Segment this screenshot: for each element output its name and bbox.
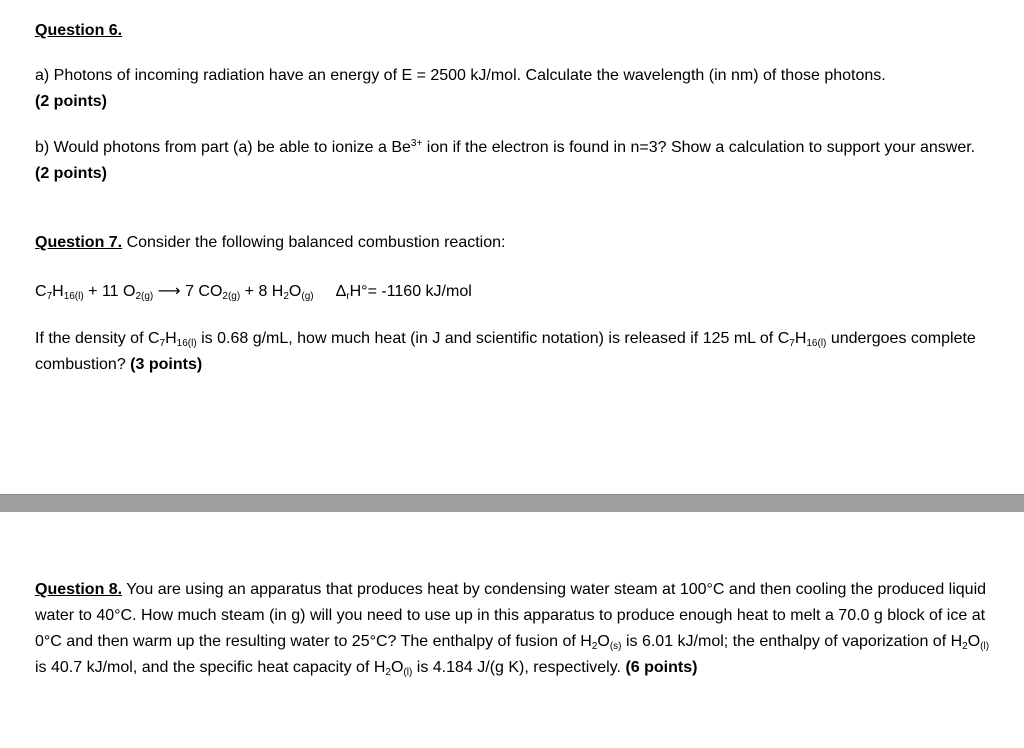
q6b-text-1: b) Would photons from part (a) be able to ionize a Be xyxy=(35,139,411,156)
eq-h2o-sub2: (g) xyxy=(301,291,314,302)
q6a-text: a) Photons of incoming radiation have an energy of E = 2500 kJ/mol. Calculate the wavelength (in nm) of those photons. xyxy=(35,67,886,84)
q8-s6: (l) xyxy=(403,667,413,678)
q8-t7: is 4.184 J/(g K), respectively. xyxy=(412,659,626,676)
eq-delta: Δ xyxy=(335,283,347,300)
question-6-title xyxy=(35,18,990,44)
q8-title: Question 8. xyxy=(35,581,123,598)
q8-s1: 2 xyxy=(591,641,598,652)
q7-text-3: is 0.68 g/mL, how much heat (in J and scientific notation) is released if 125 mL of C xyxy=(196,330,790,347)
eq-dh: H°= -1160 kJ/mol xyxy=(349,283,472,300)
q8-t3: is 6.01 kJ/mol; the enthalpy of vaporization of H xyxy=(621,633,963,650)
q7-title: Question 7. xyxy=(35,234,123,251)
q7-sub-1: 7 xyxy=(159,338,166,349)
eq-delta-sub: r xyxy=(346,291,350,302)
question-6b xyxy=(35,135,990,187)
q7-text-2: H xyxy=(165,330,177,347)
eq-h: H xyxy=(52,283,64,300)
q6a-points: (2 points) xyxy=(35,93,107,110)
eq-o: O xyxy=(288,283,302,300)
question-7-header xyxy=(35,230,990,256)
eq-c-sub: 7 xyxy=(46,291,53,302)
q6b-points: (2 points) xyxy=(35,165,107,182)
q6b-text-2: ion if the electron is found in n=3? Show a calculation to support your answer. xyxy=(422,139,976,156)
q7-sub-2: 16(l) xyxy=(176,338,197,349)
q8-t5: is 40.7 kJ/mol, and the specific heat capacity of H xyxy=(35,659,386,676)
q7-sub-4: 16(l) xyxy=(806,338,827,349)
q7-text-5: undergoes complete combustion? xyxy=(35,330,976,373)
q8-t4: O xyxy=(967,633,981,650)
eq-plus1: + 11 O xyxy=(83,283,136,300)
q7-equation xyxy=(35,279,990,305)
question-8 xyxy=(35,577,990,681)
q7-sub-3: 7 xyxy=(789,338,795,349)
q7-text-1: If the density of C xyxy=(35,330,160,347)
page-separator xyxy=(0,494,1024,512)
q7-points: (3 points) xyxy=(130,356,203,373)
eq-arrow: ⟶ 7 CO xyxy=(153,283,223,300)
q8-points: (6 points) xyxy=(625,659,698,676)
q8-s4: (l) xyxy=(980,641,990,652)
q8-t2: O xyxy=(597,633,610,650)
q8-s5: 2 xyxy=(385,667,391,678)
q8-t1: You are using an apparatus that produces heat by condensing water steam at 100°C and then cooling the produced liquid water to 40°C. How much steam (in g) will you need to use up in this apparatus to produce enough heat to melt a 70.0 g block of ice at 0°C and then warm up the resulting water to 25°C? The enthalpy of fusion of H xyxy=(35,581,987,650)
eq-o2-sub: 2(g) xyxy=(135,291,154,302)
q7-question xyxy=(35,326,990,378)
q8-s3: 2 xyxy=(962,641,968,652)
q6b-sup: 3+ xyxy=(410,138,423,149)
q8-t6: O xyxy=(390,659,404,676)
q6-title: Question 6. xyxy=(35,22,123,39)
eq-h2o-sub1: 2 xyxy=(283,291,289,302)
question-6a xyxy=(35,63,990,115)
eq-co2-sub: 2(g) xyxy=(222,291,241,302)
q7-text-4: H xyxy=(794,330,807,347)
q8-s2: (s) xyxy=(609,641,622,652)
q7-intro: Consider the following balanced combustion reaction: xyxy=(122,234,506,251)
eq-plus2: + 8 H xyxy=(240,283,284,300)
eq-c: C xyxy=(35,283,47,300)
eq-h-sub: 16(l) xyxy=(63,291,84,302)
